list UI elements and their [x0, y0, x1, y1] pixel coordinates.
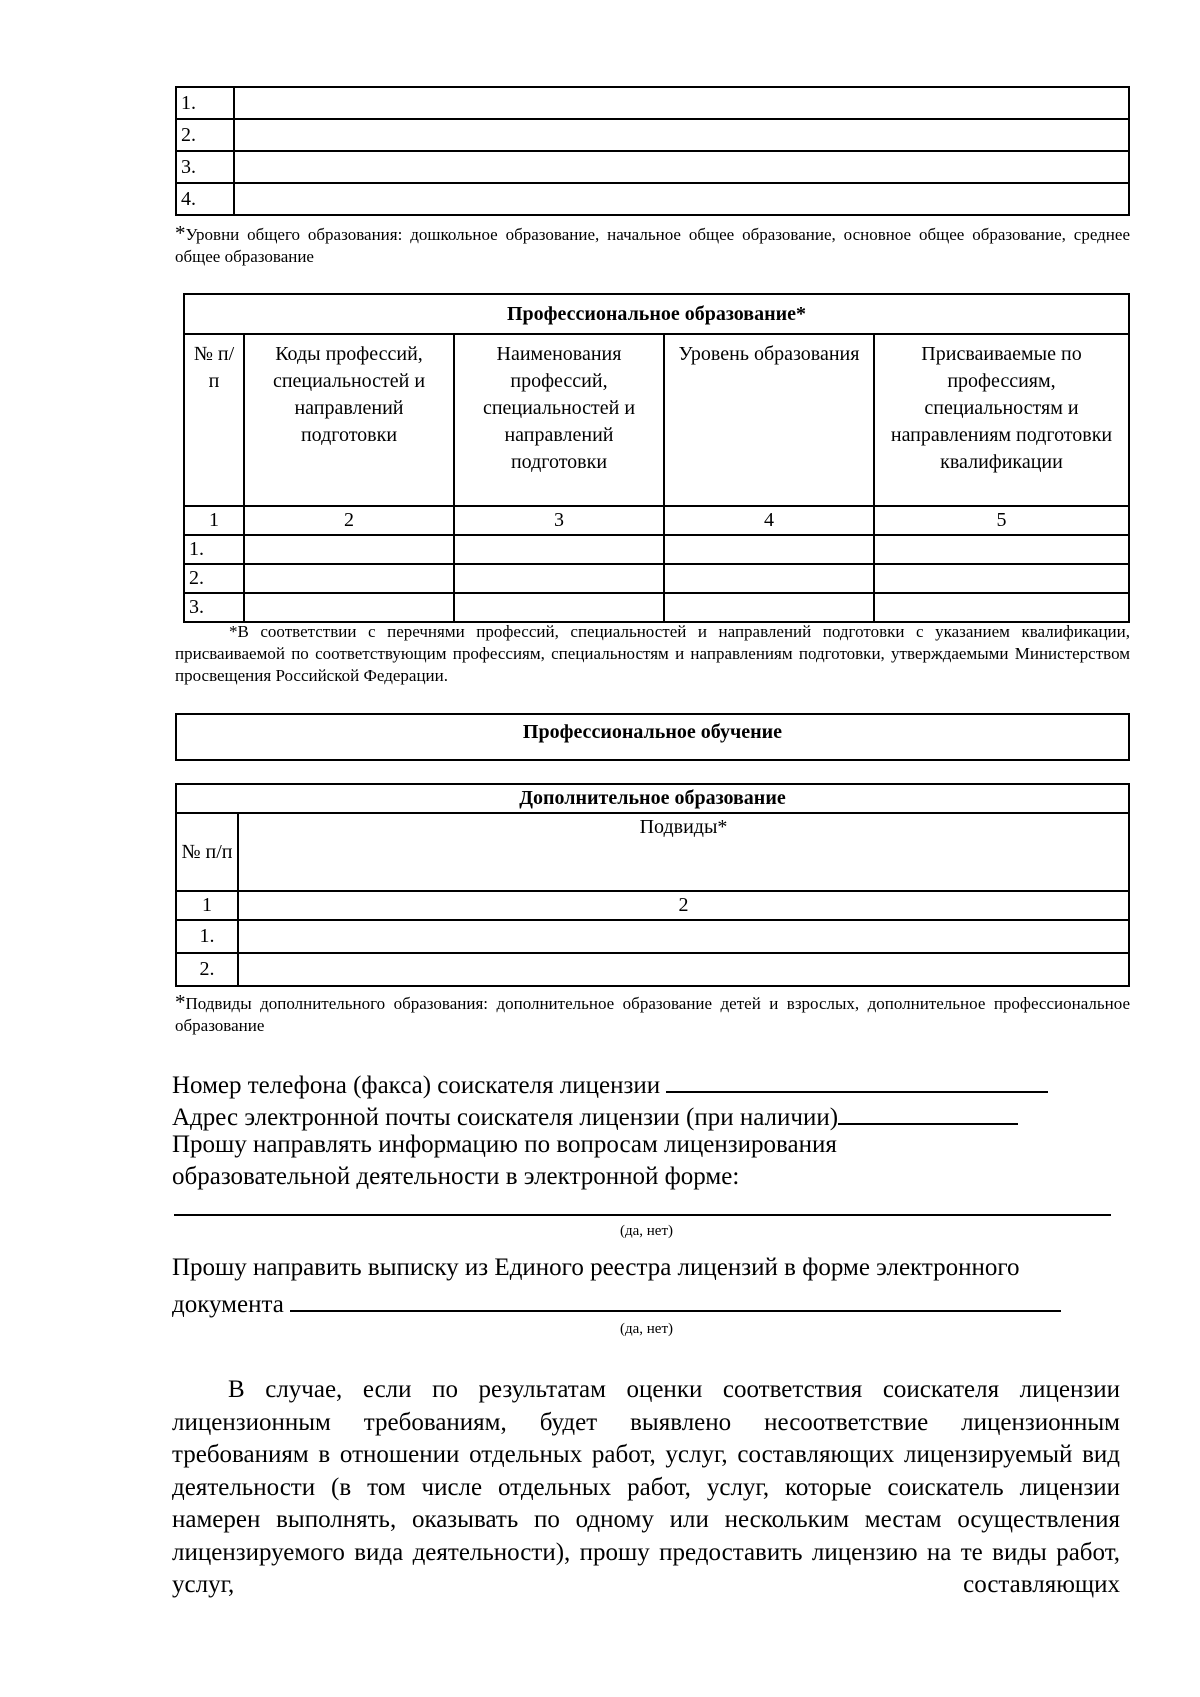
column-number: 5 — [874, 506, 1129, 535]
extract-line1: Прошу направить выписку из Единого реестра лицензий в форме электронного — [172, 1254, 1020, 1281]
professional-education-footnote: *В соответствии с перечнями профессий, специальностей и направлений подготовки с указанием квалификации, присваиваемой по соответствующим профессиям, специальностям и направлениям подготовки, утверждаемыми Министерством просвещения Российской Федерации. — [175, 622, 1130, 685]
footnote-text: Подвиды дополнительного образования: дополнительное образование детей и взрослых, дополнительное профессиональное образование — [175, 994, 1130, 1035]
professional-training-box: Профессиональное обучение — [175, 713, 1130, 761]
table-row — [176, 151, 1129, 183]
column-header-qualification: Присваиваемые по профессиям, специальностям и направлениям подготовки квалификации — [874, 334, 1129, 506]
column-number: 2 — [244, 506, 454, 535]
extract-field-row — [172, 1284, 1061, 1321]
table-cell[interactable] — [244, 535, 454, 564]
table-cell[interactable] — [454, 564, 664, 593]
column-header-codes: Коды профессий, специальностей и направлений подготовки — [244, 334, 454, 506]
column-header-number: № п/п — [176, 813, 238, 891]
closing-paragraph — [172, 1374, 1120, 1602]
column-number: 2 — [238, 891, 1129, 920]
column-header-subtypes: Подвиды* — [238, 813, 1129, 891]
level-cell[interactable] — [234, 87, 1129, 119]
level-cell[interactable] — [234, 151, 1129, 183]
email-input[interactable] — [838, 1097, 1018, 1125]
table-row — [184, 564, 1129, 593]
row-number: 2. — [176, 119, 234, 151]
row-number: 1. — [176, 87, 234, 119]
table-cell[interactable] — [664, 535, 874, 564]
electronic-info-line1: Прошу направлять информацию по вопросам лицензирования — [172, 1131, 837, 1158]
table-cell[interactable] — [238, 953, 1129, 986]
table-row — [176, 183, 1129, 215]
table-cell[interactable] — [454, 593, 664, 622]
general-education-footnote — [175, 222, 1130, 268]
table-cell[interactable] — [874, 593, 1129, 622]
table-cell[interactable] — [874, 535, 1129, 564]
additional-education-table — [175, 783, 1130, 987]
extract-label: документа — [172, 1291, 284, 1318]
level-cell[interactable] — [234, 183, 1129, 215]
column-number: 1 — [176, 891, 238, 920]
table-row — [176, 119, 1129, 151]
column-header-names: Наименования профессий, специальностей и направлений подготовки — [454, 334, 664, 506]
table-row — [176, 953, 1129, 986]
row-number: 2. — [176, 953, 238, 986]
table-row — [176, 920, 1129, 953]
table-cell[interactable] — [874, 564, 1129, 593]
table-cell[interactable] — [238, 920, 1129, 953]
table-cell[interactable] — [664, 593, 874, 622]
table-cell[interactable] — [244, 564, 454, 593]
table-title: Профессиональное образование* — [184, 294, 1129, 334]
column-number: 3 — [454, 506, 664, 535]
column-header-number: № п/п — [184, 334, 244, 506]
row-number: 3. — [184, 593, 244, 622]
yes-no-hint: (да, нет) — [620, 1223, 674, 1239]
phone-label: Номер телефона (факса) соискателя лицензии — [172, 1072, 661, 1099]
electronic-info-input[interactable] — [174, 1214, 1111, 1216]
column-number: 1 — [184, 506, 244, 535]
yes-no-hint: (да, нет) — [620, 1321, 674, 1337]
table-row — [184, 593, 1129, 622]
phone-input[interactable] — [666, 1065, 1048, 1093]
general-education-table — [175, 86, 1130, 216]
table-row — [184, 535, 1129, 564]
table-cell[interactable] — [454, 535, 664, 564]
table-row — [176, 87, 1129, 119]
column-header-level: Уровень образования — [664, 334, 874, 506]
row-number: 3. — [176, 151, 234, 183]
column-number: 4 — [664, 506, 874, 535]
email-label: Адрес электронной почты соискателя лицензии (при наличии) — [172, 1104, 839, 1131]
footnote-star: * — [175, 990, 186, 1014]
electronic-info-line2: образовательной деятельности в электронной форме: — [172, 1163, 740, 1190]
table-title: Дополнительное образование — [176, 784, 1129, 813]
table-cell[interactable] — [664, 564, 874, 593]
row-number: 2. — [184, 564, 244, 593]
row-number: 4. — [176, 183, 234, 215]
extract-input[interactable] — [290, 1284, 1061, 1312]
professional-education-table — [183, 293, 1130, 623]
table-cell[interactable] — [244, 593, 454, 622]
row-number: 1. — [184, 535, 244, 564]
footnote-star: * — [175, 221, 186, 245]
level-cell[interactable] — [234, 119, 1129, 151]
footnote-text: Уровни общего образования: дошкольное образование, начальное общее образование, основное общее образование, среднее общее образование — [175, 225, 1130, 266]
row-number: 1. — [176, 920, 238, 953]
additional-education-footnote — [175, 991, 1130, 1037]
closing-paragraph-text: В случае, если по результатам оценки соответствия соискателя лицензии лицензионным требованиям, будет выявлено несоответствие лицензионным требованиям в отношении отдельных работ, услуг, составляющих лицензируемый вид деятельности (в том числе отдельных работ, услуг, которые соискатель лицензии намерен выполнять, оказывать по одному или нескольким местам осуществления лицензируемого вида деятельности), прошу предоставить лицензию на те виды работ, услуг, составляющих — [172, 1376, 1120, 1598]
